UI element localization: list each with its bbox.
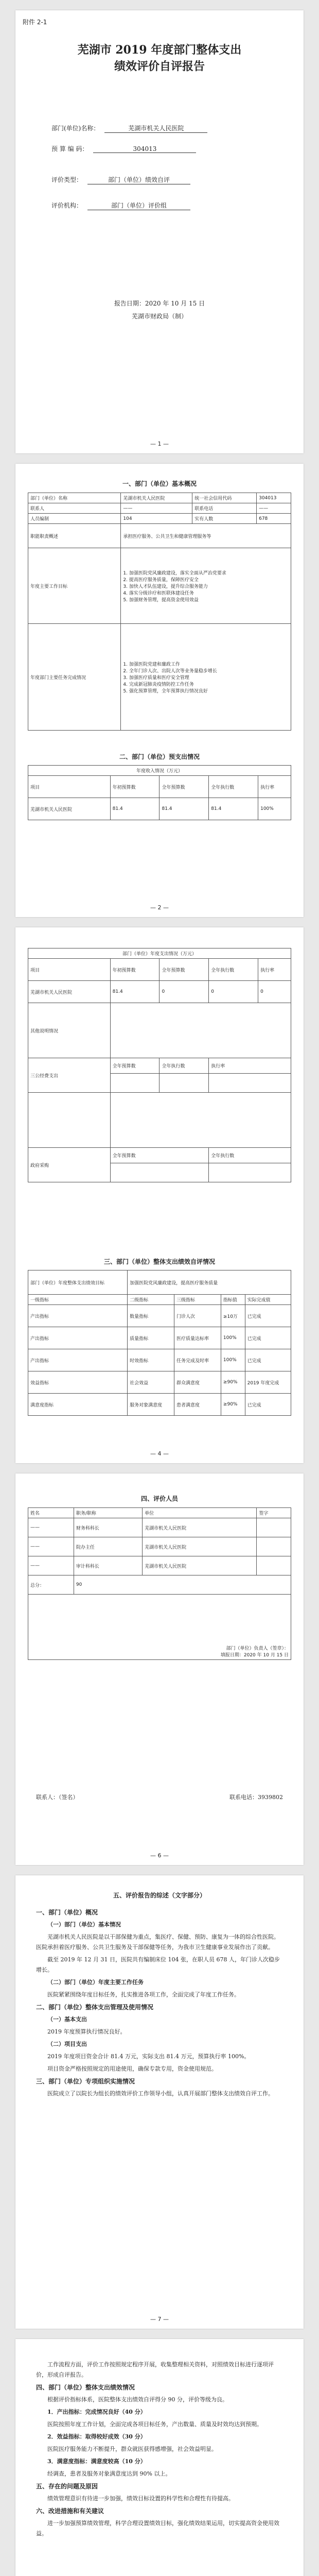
heading: 五、存在的问题及原因 [36,2483,98,2490]
cell: 部门（单位）名称 [28,493,121,503]
cell [257,1556,291,1575]
cell: 0 [209,981,258,1003]
heading: 2．效益指标：取得较好成效（30 分） [47,2433,146,2440]
paragraph: 进一步加强预算绩效管理，科学合理设置绩效目标，强化绩效结果运用，切实提高资金使用效益。 [36,2520,279,2537]
cell: 满意度指标 [28,1394,128,1416]
income-label: 三公经费支出 [28,1058,111,1093]
header-cell: 执行率 [258,776,291,798]
paragraph: 项目资金严格按照规定的用途使用，确保专款专用，资金使用规范。 [47,2065,217,2072]
cell: —— [28,1518,74,1537]
paragraph: 工作流程方面，评价工作按照规定程序开展，收集整理相关资料，对照绩效目标进行逐项评价，形成自评报告。 [36,2361,274,2378]
table-row [28,766,291,776]
paragraph: 绩效管理意识有待进一步加强，绩效目标设置的科学性和合理性有待提高。 [47,2495,234,2502]
header-cell: 全年预算数 [160,776,209,798]
cell: 人员编制 [28,514,121,524]
header-cell: 执行率 [209,1058,291,1074]
header-cell: 单位 [143,1508,257,1518]
goal-list [121,548,291,624]
cell: 0 [258,981,291,1003]
sign-date: 填报日期：2020 年 10 月 15 日 [220,1653,289,1658]
header-cell: 项目 [28,776,111,798]
table-row [28,1575,291,1595]
cell: 100% [221,1327,245,1349]
heading: 三、部门（单位）专项组织实施情况 [36,2078,135,2085]
table-row [28,1371,291,1394]
org-label: 评价机构： [51,202,83,209]
table-row [28,959,291,981]
cell: —— [28,1556,74,1575]
cell: ≥90% [221,1394,245,1416]
func-label: 职能职责概述 [28,524,121,548]
header-cell: 姓名 [28,1508,74,1518]
score-label: 总分： [28,1575,74,1595]
header-cell: 职务/职称 [74,1508,142,1518]
cell: 服务对象满意度 [128,1394,174,1416]
code-value: 304013 [93,145,196,153]
other-label: 其他说明情况 [28,1003,111,1058]
cell: 统一社会信用代码 [192,493,257,503]
cell: ≥90% [221,1371,245,1394]
cell: 数量指标 [128,1305,174,1327]
report-date: 报告日期：2020 年 10 月 15 日 [114,300,205,307]
table-row [28,1537,291,1556]
goal-item: 3. 加快人才队伍建设，提升综合服务能力 [123,584,208,589]
table-row [28,624,291,731]
other-value [110,1003,291,1058]
table-row [28,514,291,524]
table-row [28,1148,291,1163]
cell [110,1093,291,1148]
heading: （二）部门（单位）年度主要工作任务 [47,1979,144,1986]
cell: 芜湖市机关人民医院 [28,981,111,1003]
header-cell: 全年执行数 [160,1058,209,1074]
cell [110,1163,209,1182]
header-cell: 指标值 [221,1295,245,1305]
table-row [28,776,291,798]
done-item: 4. 完成新冠肺炎疫情防控工作任务 [123,682,194,687]
expense-title: 部门（单位）年度支出情况（万元） [28,948,291,959]
cell: 任务完成及时率 [174,1349,221,1371]
cell: 加强医院党风廉政建设，提高医疗服务质量 [128,1270,291,1295]
heading: 二、部门（单位）整体支出管理及使用情况 [36,2004,154,2011]
expense-page [15,927,304,1463]
table-row [28,1518,291,1537]
cover-title-line2: 绩效评价自评报告 [114,60,205,73]
unit-label: 部门(单位)名称： [51,125,100,132]
org-row [51,201,190,210]
cell: 部门（单位）年度整体支出绩效目标 [28,1270,128,1295]
table-row [28,1595,291,1660]
report-body-2 [36,2360,283,2541]
table-row [28,1058,291,1074]
cell: 医疗质量达标率 [174,1327,221,1349]
header-cell: 全年预算数 [110,1148,209,1163]
report-page-2 [15,2339,304,2576]
cover-page [15,10,304,453]
table-row [28,1093,291,1148]
header-cell: 签字 [257,1508,291,1518]
type-row [51,175,190,184]
sign-label: 部门（单位）负责人（签章）： [226,1646,289,1651]
cover-title-line1: 芜湖市 2019 年度部门整体支出 [77,43,242,57]
table-row [28,503,291,514]
score-value: 90 [74,1575,291,1595]
cell: 81.4 [160,798,209,820]
gov-label: 政府采购 [28,1148,111,1182]
page-number: — 1 — [150,440,169,447]
eval-section-title: 三、部门（单位）整体支出绩效自评情况 [103,1258,215,1265]
type-label: 评价类型： [51,176,83,183]
heading: （一）部门（单位）基本情况 [47,1921,121,1928]
header-cell: 全年执行数 [209,776,258,798]
cell: 质量指标 [128,1327,174,1349]
cell: 已完成 [245,1394,291,1416]
goal-label: 年度主要工作目标 [28,548,121,624]
done-list [121,624,291,731]
cell: 群众满意度 [174,1371,221,1394]
eval-table [28,1270,291,1416]
page-number: — 7 — [150,2316,169,2323]
cell: 已完成 [245,1327,291,1349]
cell: 产出指标 [28,1327,128,1349]
cell: 社会效益 [128,1371,174,1394]
cell: 0 [160,981,209,1003]
table-row [28,1349,291,1371]
people-page [15,1473,304,1865]
cell: 304013 [257,493,291,503]
cell: 已完成 [245,1305,291,1327]
header-cell: 三级指标 [174,1295,221,1305]
header-cell: 实际完成值 [245,1295,291,1305]
header-cell: 全年预算数 [160,959,209,981]
cell: —— [28,1537,74,1556]
heading: 3．满意度指标：满意度较高（10 分） [47,2458,146,2465]
cell: 2019 年度完成 [245,1371,291,1394]
cell [209,1074,291,1093]
org-value: 部门（单位）评价组 [87,201,190,210]
page-number: — 2 — [150,904,169,911]
table-row [28,1556,291,1575]
table-row [28,1508,291,1518]
paragraph: 芜湖市机关人民医院是以干部保健为重点，集医疗、保健、预防、康复为一体的综合性医院。医院承担着医疗服务、公共卫生服务及干部保健等任务，为我市卫生健康事业发展作出了贡献。 [36,1934,279,1951]
cell: 81.4 [209,798,258,820]
done-item: 3. 加强医疗质量和医疗安全管理 [123,675,189,681]
header-cell: 执行率 [258,959,291,981]
paragraph: 2019 年度预算执行情况良好。 [47,2028,126,2035]
header-cell: 年初预算数 [110,776,160,798]
done-label: 年度部门主要任务完成情况 [28,624,121,731]
cell [110,1074,160,1093]
header-cell: 二级指标 [128,1295,174,1305]
page-number: — 6 — [150,1852,169,1859]
footer-contact: 联系人：（签名） [36,1794,79,1801]
cell: 100% [221,1349,245,1371]
page-number: — 4 — [150,1450,169,1457]
cell: 678 [257,514,291,524]
table-row [28,548,291,624]
paragraph: 医院医疗服务能力不断提升，群众就医获得感增强，社会效益明显。 [47,2446,217,2452]
heading: 六、改进措施和有关建议 [36,2507,104,2515]
cell: 患者满意度 [174,1394,221,1416]
goal-item: 1. 加强医院党风廉政建设，落实全面从严治党要求 [123,570,226,576]
goal-item: 2. 提高医疗服务质量，保障医疗安全 [123,577,199,583]
cell: 联系电话 [192,503,257,514]
code-row [51,144,196,153]
cell: 已完成 [245,1349,291,1371]
paragraph: 根据评价指标体系，医院整体支出绩效自评得分 90 分，评价等级为良。 [47,2396,228,2403]
cell: —— [257,503,291,514]
table-row [28,493,291,503]
cell: 芜湖市机关人民医院 [143,1518,257,1537]
cell: 81.4 [110,981,160,1003]
func-value: 承担医疗服务、公共卫生和健康管理服务等 [121,524,291,548]
table-row [28,948,291,959]
paragraph: 经调查，患者及服务对象满意度达到 90% 以上。 [47,2470,171,2477]
budget-subtitle: 年度收入情况（万元） [28,766,291,776]
cell [209,1163,291,1182]
heading: 1．产出指标：完成情况良好（40 分） [47,2409,146,2415]
cell [160,1074,209,1093]
cell: 审计科科长 [74,1556,142,1575]
paragraph: 截至 2019 年 12 月 31 日，医院共有编制床位 104 张，在职人员 678 人，年门诊人次稳步增长。 [36,1956,280,1973]
cell: 芜湖市机关人民医院 [143,1537,257,1556]
basic-info-page [15,464,304,917]
done-item: 5. 强化预算管理，全年预算执行情况良好 [123,688,208,694]
code-label: 预 算 编 码： [51,145,88,152]
cell: 联系人 [28,503,121,514]
people-section-title: 四、评价人员 [140,1495,178,1502]
paragraph: 医院按照年度工作计划，全面完成各项目标任务，产出数量、质量及时效均达到预期。 [47,2421,262,2428]
unit-row [51,124,207,133]
header-cell: 一级指标 [28,1295,128,1305]
cell [28,1093,111,1148]
cell: 效益指标 [28,1371,128,1394]
cell: 芜湖市机关人民医院 [143,1556,257,1575]
cell: —— [121,503,192,514]
heading: 一、部门（单位）概况 [36,1909,98,1916]
basic-section-title: 一、部门（单位）基本概况 [122,480,197,487]
cell: 芜湖市机关人民医院 [121,493,192,503]
cell: ≥10万 [221,1305,245,1327]
expense-table [28,948,291,1182]
people-table [28,1507,291,1660]
header-cell: 全年执行数 [209,1148,291,1163]
cell: 实有人数 [192,514,257,524]
cell [257,1518,291,1537]
report-title: 五、评价报告的综述（文字部分） [113,1892,206,1899]
table-row [28,1270,291,1295]
cell: 院办主任 [74,1537,142,1556]
cell: 产出指标 [28,1349,128,1371]
table-row [28,524,291,548]
report-body-1 [36,1907,283,2101]
table-row [28,981,291,1003]
paragraph: 医院成立了以院长为组长的绩效评价工作领导小组，认真开展部门整体支出绩效自评工作。 [47,2090,274,2097]
paragraph: 2019 年度项目资金合计 81.4 万元，实际支出 81.4 万元，预算执行率 100%。 [47,2053,250,2060]
header-cell: 项目 [28,959,111,981]
cell: 81.4 [110,798,160,820]
heading: （一）基本支出 [47,2016,87,2023]
footer-phone: 联系电话：3939802 [229,1794,283,1801]
issuer: 芜湖市财政局（制） [131,313,187,320]
heading: 四、部门（单位）整体支出绩效情况 [36,2384,135,2391]
header-cell: 全年预算数 [110,1058,160,1074]
cell: 104 [121,514,192,524]
unit-value: 芜湖市机关人民医院 [104,124,207,133]
done-item: 2. 全年门诊人次、出院人次等业务量稳步增长 [123,668,217,674]
cell: 芜湖市机关人民医院 [28,798,111,820]
heading: （二）项目支出 [47,2041,87,2047]
cell: 时效指标 [128,1349,174,1371]
cell: 产出指标 [28,1305,128,1327]
basic-info-table [28,493,291,731]
cell: 100% [258,798,291,820]
table-row [28,798,291,820]
cell: 门诊人次 [174,1305,221,1327]
cell [257,1537,291,1556]
budget-section-title: 二、部门（单位）预支出情况 [119,753,200,760]
done-item: 1. 加强医院党建和廉政工作 [123,662,180,667]
paragraph: 医院紧紧围绕年度目标任务，扎实推进各项工作，全面完成了年度工作任务。 [47,1991,240,1998]
table-row [28,1327,291,1349]
sign-cell [28,1595,291,1660]
header-cell: 全年执行数 [209,959,258,981]
table-row [28,1003,291,1058]
report-page-1 [15,1875,304,2329]
header-cell: 年初预算数 [110,959,160,981]
goal-item: 4. 落实分级诊疗和医联体建设任务 [123,590,194,596]
table-row [28,1394,291,1416]
cell: 财务科科长 [74,1518,142,1537]
goal-item: 5. 加强财务管理，提高资金使用效益 [123,597,199,603]
annex-label: 附件 2-1 [23,19,47,26]
table-row [28,1295,291,1305]
type-value: 部门（单位）绩效自评 [87,175,190,184]
budget-table [28,765,291,820]
table-row [28,1305,291,1327]
